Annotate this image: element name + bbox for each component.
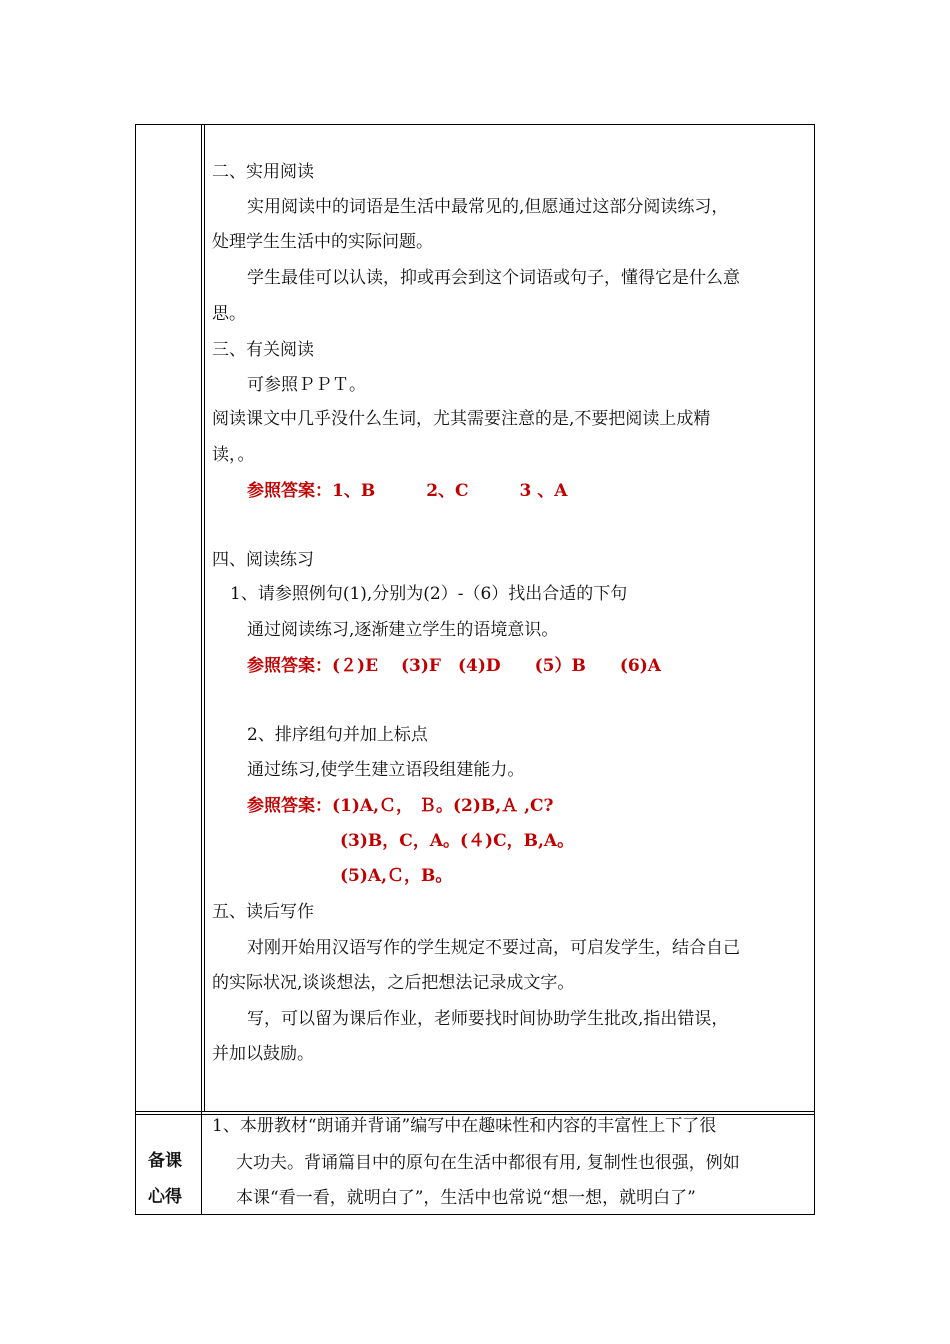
section-2-title: 二、实用阅读 xyxy=(212,162,314,182)
exercise-1-question: 1、请参照例句(1),分别为(2）-（6）找出合适的下句 xyxy=(230,584,628,604)
notes-text: 本课“看一看，就明白了”，生活中也常说“想一想，就明白了” xyxy=(236,1188,696,1208)
row-divider xyxy=(136,1111,814,1112)
exercise-1-answer: 参照答案：(２)E (3)F (4)D (5）B (6)A xyxy=(247,656,661,676)
section-4-title: 四、阅读练习 xyxy=(212,550,314,570)
exercise-2-answer: (3)B，C，A。(４)C，B,A。 xyxy=(340,831,575,851)
section-5-paragraph: 的实际状况,谈谈想法，之后把想法记录成文字。 xyxy=(212,973,575,993)
notes-label: 备课 xyxy=(148,1151,182,1171)
notes-label: 心得 xyxy=(148,1187,182,1207)
exercise-2-answer: 参照答案：(1)A,Ｃ， Ｂ。(2)B,Ａ ,C? xyxy=(247,796,554,816)
section-2-paragraph: 处理学生生活中的实际问题。 xyxy=(212,232,433,252)
exercise-1-note: 通过阅读练习,逐渐建立学生的语境意识。 xyxy=(247,620,559,640)
column-divider-inner xyxy=(204,125,205,1111)
notes-text: 1、本册教材“朗诵并背诵”编写中在趣味性和内容的丰富性上下了很 xyxy=(212,1116,717,1136)
section-5-paragraph: 写，可以留为课后作业，老师要找时间协助学生批改,指出错误， xyxy=(247,1009,729,1029)
section-3-title: 三、有关阅读 xyxy=(212,340,314,360)
exercise-2-question: 2、排序组句并加上标点 xyxy=(247,725,428,745)
section-2-paragraph: 思。 xyxy=(212,304,246,324)
section-3-answer: 参照答案：1、B 2、C 3 、A xyxy=(247,481,568,501)
section-3-paragraph: 可参照ＰＰＴ。 xyxy=(247,375,366,395)
section-3-paragraph: 阅读课文中几乎没什么生词，尤其需要注意的是,不要把阅读上成精 xyxy=(212,409,711,429)
section-2-paragraph: 学生最佳可以认读，抑或再会到这个词语或句子，懂得它是什么意 xyxy=(247,268,740,288)
section-5-title: 五、读后写作 xyxy=(212,902,314,922)
exercise-2-note: 通过练习,使学生建立语段组建能力。 xyxy=(247,760,525,780)
section-2-paragraph: 实用阅读中的词语是生活中最常见的,但愿通过这部分阅读练习， xyxy=(247,197,729,217)
exercise-2-answer: (5)A,Ｃ，B。 xyxy=(340,866,453,886)
section-3-paragraph: 读，。 xyxy=(212,445,255,465)
section-5-paragraph: 对刚开始用汉语写作的学生规定不要过高，可启发学生，结合自己 xyxy=(247,938,740,958)
section-5-paragraph: 并加以鼓励。 xyxy=(212,1044,314,1064)
notes-text: 大功夫。背诵篇目中的原句在生活中都很有用, 复制性也很强，例如 xyxy=(236,1153,740,1173)
column-divider xyxy=(201,125,202,1214)
